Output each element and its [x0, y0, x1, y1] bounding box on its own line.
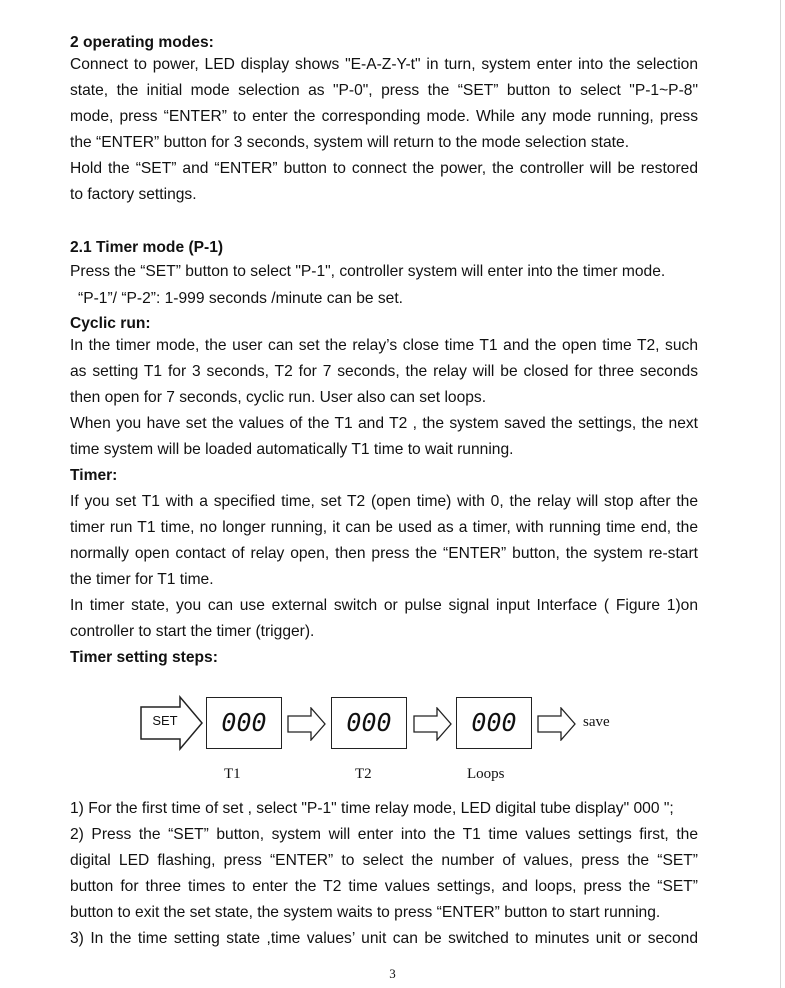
paragraph-line: normally open contact of relay open, then press the “ENTER” button, the system re-start	[70, 545, 698, 562]
step-line: button to exit the set state, the system waits to press “ENTER” button to start running.	[70, 904, 661, 921]
subheading-timer-setting-steps: Timer setting steps:	[70, 649, 218, 666]
paragraph-line: Connect to power, LED display shows "E-A-Z-Y-t" in turn, system enter into the selection	[70, 56, 698, 73]
step-line: button for three times to enter the T2 time values settings, and loops, press the “SET”	[70, 878, 698, 895]
paragraph-line: “P-1”/ “P-2”: 1-999 seconds /minute can be set.	[78, 290, 404, 307]
t1-label: T1	[224, 766, 241, 782]
paragraph-line: Press the “SET” button to select "P-1", controller system will enter into the timer mode.	[70, 263, 666, 280]
paragraph-line: to factory settings.	[70, 186, 197, 203]
step-line: digital LED flashing, press “ENTER” to select the number of values, press the “SET”	[70, 852, 698, 869]
loops-led-display: 000	[456, 697, 532, 749]
paragraph-line: the “ENTER” button for 3 seconds, system will return to the mode selection state.	[70, 134, 630, 151]
right-arrow-icon	[537, 707, 577, 741]
t1-led-display: 000	[206, 697, 282, 749]
loops-label: Loops	[467, 766, 505, 782]
paragraph-line: then open for 7 seconds, cyclic run. User also can set loops.	[70, 389, 487, 406]
paragraph-line: When you have set the values of the T1 and T2 , the system saved the settings, the next	[70, 415, 698, 432]
paragraph-line: mode, press “ENTER” to enter the corresponding mode. While any mode running, press	[70, 108, 698, 125]
save-label: save	[583, 714, 610, 730]
paragraph-line: the timer for T1 time.	[70, 571, 214, 588]
right-arrow-icon	[413, 707, 453, 741]
section-heading-timer-mode: 2.1 Timer mode (P-1)	[70, 239, 224, 256]
step-line: 2) Press the “SET” button, system will enter into the T1 time values settings first, the	[70, 826, 698, 843]
subheading-cyclic-run: Cyclic run:	[70, 315, 151, 332]
page-number: 3	[389, 966, 396, 981]
step-line: 1) For the first time of set , select "P-1" time relay mode, LED digital tube display" 000 ";	[70, 800, 674, 817]
paragraph-line: If you set T1 with a specified time, set T2 (open time) with 0, the relay will stop after the	[70, 493, 698, 510]
paragraph-line: state, the initial mode selection as "P-0", press the “SET” button to select "P-1~P-8"	[70, 82, 698, 99]
paragraph-line: In the timer mode, the user can set the relay’s close time T1 and the open time T2, such	[70, 337, 698, 354]
step-line: 3) In the time setting state ,time values’ unit can be switched to minutes unit or second	[70, 930, 698, 947]
right-arrow-icon	[287, 707, 327, 741]
paragraph-line: timer run T1 time, no longer running, it can be used as a timer, with running time end, the	[70, 519, 698, 536]
paragraph-line: Hold the “SET” and “ENTER” button to connect the power, the controller will be restored	[70, 160, 698, 177]
section-heading-operating-modes: 2 operating modes:	[70, 34, 214, 51]
paragraph-line: controller to start the timer (trigger).	[70, 623, 315, 640]
paragraph-line: as setting T1 for 3 seconds, T2 for 7 seconds, the relay will be closed for three seconds	[70, 363, 698, 380]
timer-setting-flow-diagram	[140, 695, 660, 790]
paragraph-line: time system will be loaded automatically T1 time to wait running.	[70, 441, 514, 458]
page-edge-rule	[780, 0, 781, 988]
t2-label: T2	[355, 766, 372, 782]
paragraph-line: In timer state, you can use external switch or pulse signal input Interface ( Figure 1)on	[70, 597, 698, 614]
t2-led-display: 000	[331, 697, 407, 749]
subheading-timer: Timer:	[70, 467, 118, 484]
set-arrow-label: SET	[152, 713, 178, 728]
